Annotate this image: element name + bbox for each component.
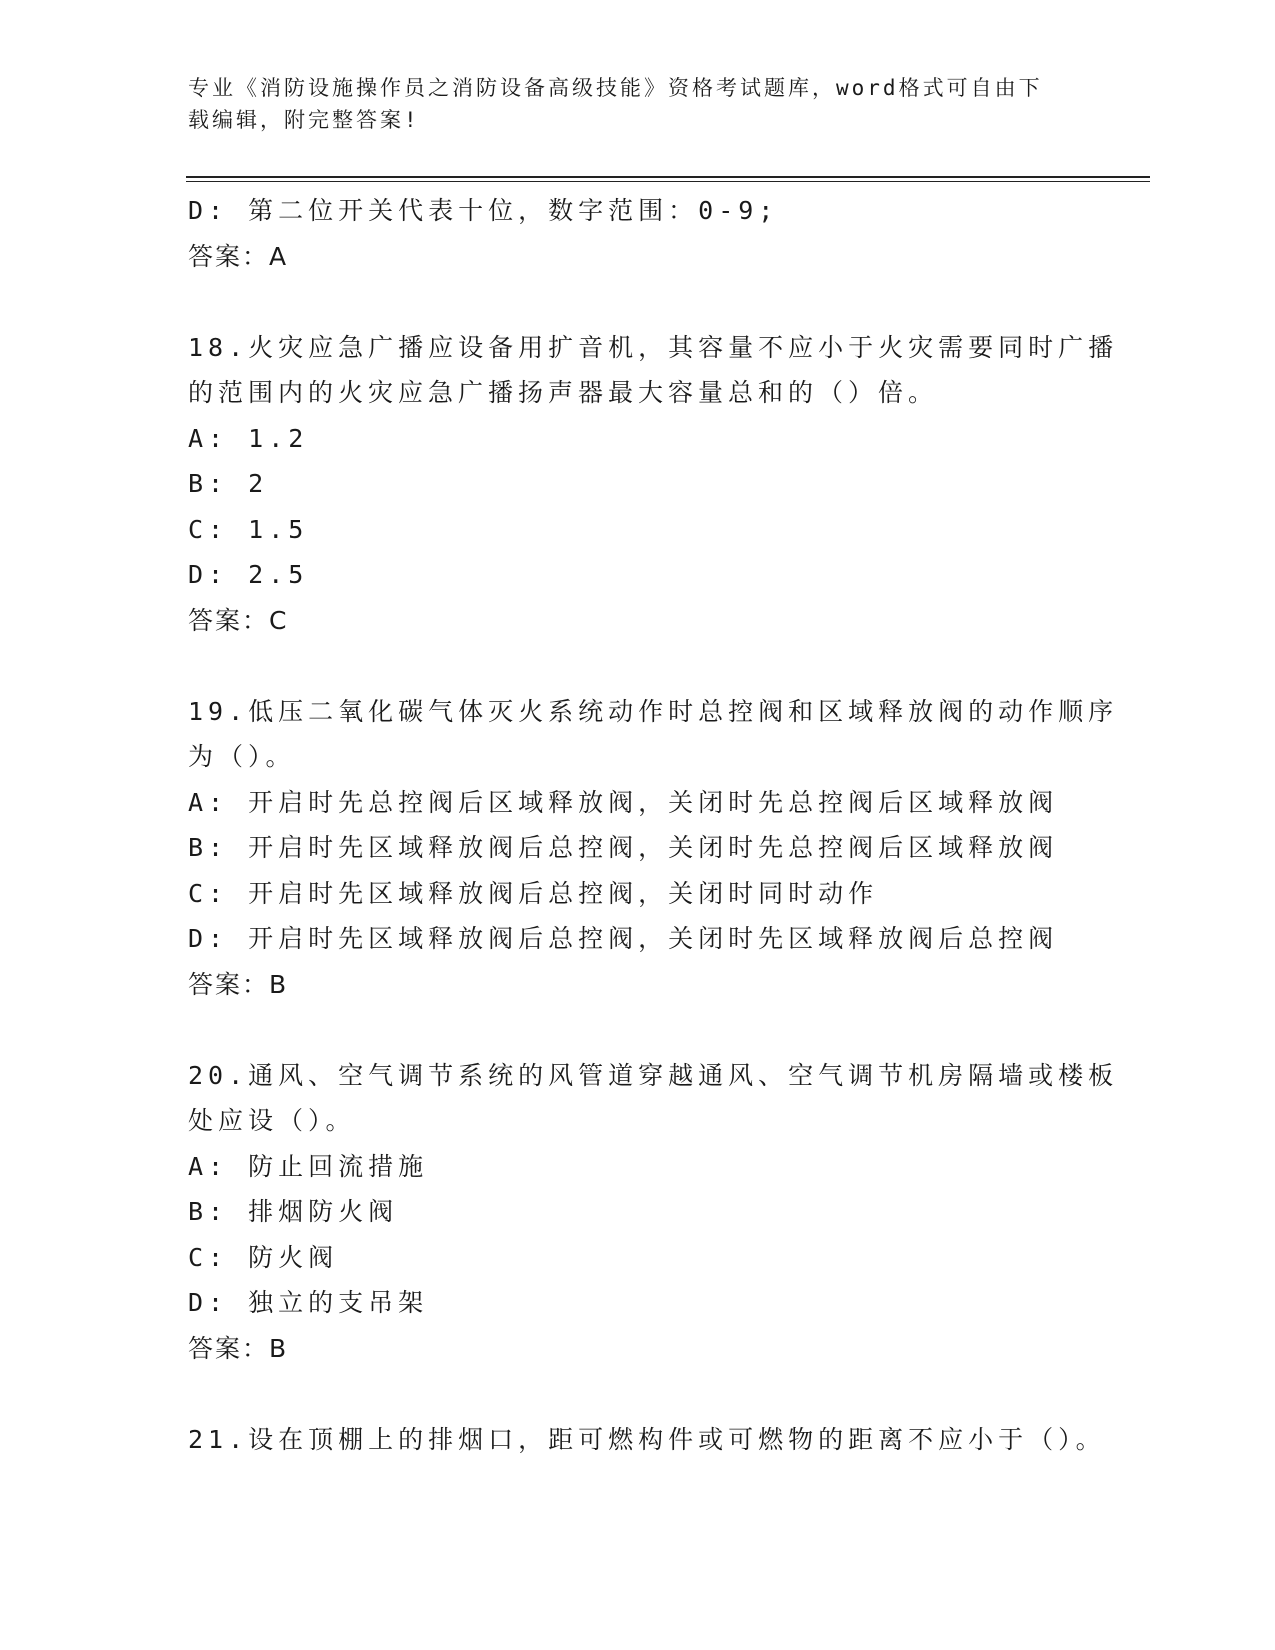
- question-20: [188, 1053, 1119, 1372]
- option-a: A: 防止回流措施: [188, 1151, 429, 1181]
- question-stem-line: 20.通风、空气调节系统的风管道穿越通风、空气调节机房隔墙或楼板: [188, 1060, 1119, 1090]
- option-a: A: 1.2: [188, 423, 309, 453]
- option-d: D: 开启时先区域释放阀后总控阀，关闭时先区域释放阀后总控阀: [188, 924, 1059, 953]
- question-19: [188, 689, 1119, 1008]
- question-list: [188, 188, 1119, 1462]
- document-header: [188, 72, 1068, 136]
- option-b: B: 排烟防火阀: [188, 1197, 399, 1226]
- answer-label: 答案：B: [188, 1333, 289, 1363]
- answer-label: 答案：C: [188, 605, 289, 635]
- question-21: [188, 1417, 1106, 1463]
- question-stem-line: 19.低压二氧化碳气体灭火系统动作时总控阀和区域释放阀的动作顺序: [188, 696, 1119, 726]
- header-rule-thin: [186, 181, 1150, 182]
- question-stem-line: 的范围内的火灾应急广播扬声器最大容量总和的（）倍。: [188, 378, 939, 407]
- question-stem-line: 18.火灾应急广播应设备用扩音机，其容量不应小于火灾需要同时广播: [188, 332, 1119, 362]
- option-c: C: 防火阀: [188, 1242, 339, 1272]
- header-rule-thick: [186, 176, 1150, 178]
- option-c: C: 开启时先区域释放阀后总控阀，关闭时同时动作: [188, 878, 879, 908]
- option-b: B: 2: [188, 469, 269, 498]
- option-b: B: 开启时先区域释放阀后总控阀，关闭时先总控阀后区域释放阀: [188, 833, 1059, 862]
- option-d: D: 2.5: [188, 560, 309, 589]
- question-stem-line: 为（）。: [188, 742, 296, 771]
- question-stem-line: 21.设在顶棚上的排烟口，距可燃构件或可燃物的距离不应小于（）。: [188, 1424, 1106, 1454]
- previous-question-tail: [188, 188, 1088, 279]
- answer-label: 答案：B: [188, 969, 289, 999]
- answer-label: 答案：A: [188, 241, 289, 271]
- question-stem-line: 处应设（）。: [188, 1106, 356, 1135]
- header-line-2: 载编辑，附完整答案!: [188, 108, 420, 132]
- option-d: D: 独立的支吊架: [188, 1288, 429, 1317]
- option-a: A: 开启时先总控阀后区域释放阀，关闭时先总控阀后区域释放阀: [188, 787, 1059, 817]
- option-c: C: 1.5: [188, 514, 309, 544]
- question-18: [188, 325, 1119, 644]
- option-d: D: 第二位开关代表十位，数字范围：0-9;: [188, 196, 779, 225]
- header-line-1: 专业《消防设施操作员之消防设备高级技能》资格考试题库，word格式可自由下: [188, 76, 1043, 100]
